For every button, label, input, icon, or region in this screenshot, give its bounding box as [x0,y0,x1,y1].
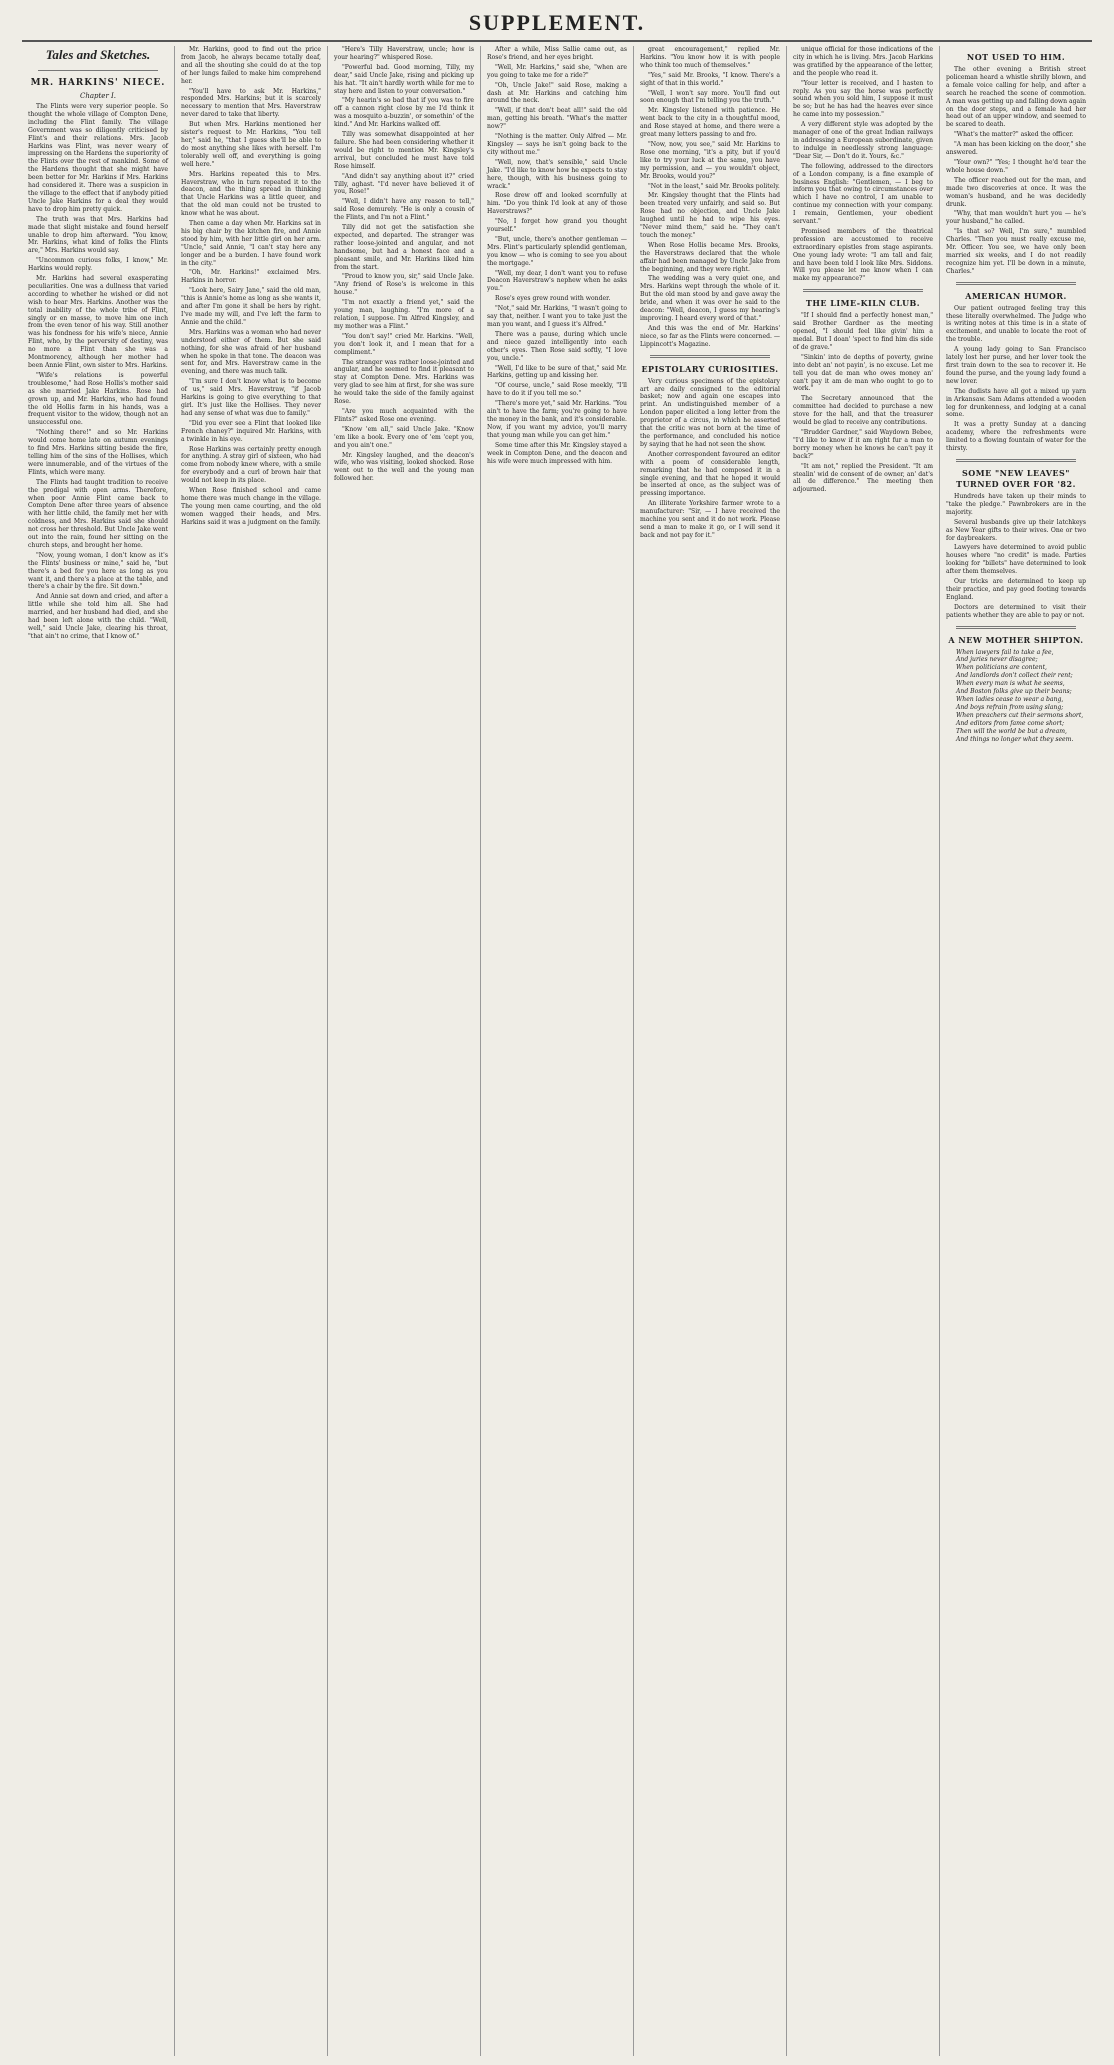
poem-line: When ladies cease to wear a bang, [956,696,1064,703]
article-title: EPISTOLARY CURIOSITIES. [641,363,779,374]
poem-line: And things no longer what they seem. [956,735,1074,743]
paragraph: The Secretary announced that the committee had decided to purchase a new stove for the hall, and that the treasurer would be glad to receive any contributions. [793,395,933,427]
paragraph: "Are you much acquainted with the Flints?" asked Rose one evening. [334,407,474,423]
paragraph: "I'm sure I don't know what is to become of us," said Mrs. Haverstraw, "if Jacob Harkins is going to give everything to that girl. It's just like the Hollises. They never had any sense of what was due to family." [181,378,321,417]
paragraph: "Proud to know you, sir," said Uncle Jake. "Any friend of Rose's is welcome in this house." [334,273,474,297]
paragraph: A very different style was adopted by the manager of one of the great Indian railways in addressing a European subordinate, given to indulge in needlessly strong language: "Dear Sir, — Don't do it. Yours, &c." [793,121,933,160]
poem-line: And editors from fame come short; [956,719,1065,727]
divider [956,459,1076,462]
paragraph: Very curious specimens of the epistolary art are daily consigned to the editorial basket; now and again one escapes into print. An undistinguished member of a London paper elicited a long letter from the proprietor of a circus, in which he asserted that the critic was not born at the time of the performance, and concluded his notice by saying that he had not seen the show. [640,377,780,448]
paragraph: unique official for those indications of the city in which he is living. Mrs. Jacob Harkins was gratified by the appearance of the letter, and the people who read it. [793,46,933,77]
story-body [28,103,168,641]
poem-line: When politicians are content, [956,664,1047,672]
column-4 [481,46,634,2056]
paragraph: The dudists have all got a mixed up yarn in Arkansaw. Sam Adams attended a wooden leg for drunkenness, and lodging at a canal some. [946,387,1086,419]
chapter-heading: Chapter I. [79,92,117,100]
paragraph: "Why, that man wouldn't hurt you — he's your husband," he called. [946,210,1086,226]
article-title: AMERICAN HUMOR. [965,290,1067,301]
paragraph: The truth was that Mrs. Harkins had made that slight mistake and found herself unable to drop him afterward. "You know, Mr. Harkins, what kind of folks the Flints are," Mrs. Harkins would say. [28,215,168,255]
divider [956,282,1076,285]
paragraph: "Oh, Uncle Jake!" said Rose, making a dash at Mr. Harkins and catching him around the neck. [487,81,627,105]
column-6 [787,46,940,2056]
paragraph: great encouragement," replied Mr. Harkins. "You know how it is with people who think too much of themselves." [640,46,780,69]
paragraph: Several husbands give up their latchkeys as New Year gifts to their wives. One or two for daybreakers. [946,518,1086,542]
paragraph: Lawyers have determined to avoid public houses where "no credit" is made. Parties looking for "billets" have determined to look after them themselves. [946,544,1086,576]
paragraph: And this was the end of Mr. Harkins' niece, so far as the Flints were concerned. — Lippincott's Magazine. [640,324,780,348]
divider [803,289,923,292]
paragraph: "Well, I won't say more. You'll find out soon enough that I'm telling you the truth." [640,89,780,105]
paragraph: "Not in the least," said Mr. Brooks politely. [648,182,780,190]
masthead-rule [22,40,1092,42]
paragraph: It was a pretty Sunday at a dancing academy, where the refreshments were limited to a flowing fountain of water for the thirsty. [946,421,1086,453]
paragraph: Another correspondent favoured an editor with a poem of considerable length, remarking that he had composed it in a single evening, and that he hoped it would be inserted at once, as the subject was of pressing importance. [640,450,780,498]
paragraph: "I'm not exactly a friend yet," said the young man, laughing. "I'm more of a relation, I suppose. I'm Alfred Kingsley, and my mother was a Flint." [334,299,474,330]
paragraph: The officer reached out for the man, and made two discoveries at once. It was the woman's husband, and he was decidedly drunk. [946,176,1086,208]
article-title: NOT USED TO HIM. [966,52,1066,62]
paragraph: "It am not," replied the President. "It am stealin' wid de consent of de owner, an' dat's all de difference." The meeting then adjourned. [793,462,933,494]
paragraph: "Now, young woman, I don't know as it's the Flints' business or mine," said he, "but there's a bed for you here as long as you want it, and there's a place at the table, and there's a chair by the fire. Sit down." [28,551,168,591]
story-body [181,46,321,527]
paragraph: Our patient outraged feeling tray this these literally overwhelmed. The Judge who is writing notes at this time is in a state of excitement, and unable to locate the root of the trouble. [946,304,1086,344]
divider [650,355,770,358]
paragraph: "Well, I'd like to be sure of that," said Mr. Harkins, getting up and kissing her. [487,364,627,380]
paragraph: But when Mrs. Harkins mentioned her sister's request to Mr. Harkins, "You tell her," said he, "that I guess she'll be able to do most anything she likes with herself. I'm tolerably well off, and everything is going well here." [181,121,321,168]
article-body [793,312,933,494]
paragraph: An illiterate Yorkshire farmer wrote to a manufacturer: "Sir, — I have received the machine you sent and it do not work. Please send a man to make it go, or I will send it back and not pay for it." [640,500,780,539]
paragraph: When Rose finished school and came home there was much change in the village. The young men came courting, and the old women wagged their heads, and Mrs. Harkins said it was a judgment on the family. [181,487,321,526]
paragraph: "Powerful bad. Good morning, Tilly, my dear," said Uncle Jake, rising and picking up his hat. "It ain't hardly worth while for me to stay here and listen to your conversation." [334,63,474,95]
paragraph: "Here's Tilly Haverstraw, uncle; how is your hearing?" whispered Rose. [334,46,474,61]
masthead [0,0,1114,40]
paragraph: "Well, Mr. Harkins," said she, "when are you going to take me for a ride?" [487,63,627,79]
column-7 [940,46,1092,2056]
paragraph: "Did you ever see a Flint that looked like French chaney?" inquired Mr. Harkins, with a twinkle in his eye. [181,419,321,443]
paragraph: Rose Harkins was certainly pretty enough for anything. A stray girl of sixteen, who had come from nobody knew where, with a smile for everybody and a curl of brown hair that would not keep in its place. [181,445,321,485]
paragraph: Hundreds have taken up their minds to "take the pledge." Pawnbrokers are in the majority. [946,492,1086,516]
paragraph: "Know 'em all," said Uncle Jake. "Know 'em like a book. Every one of 'em 'cept you, and you ain't one." [334,425,474,449]
paragraph: Tilly did not get the satisfaction she expected, and departed. The stranger was rather loose-jointed and angular, and not handsome, but had a honest face and a pleasant smile, and Mr. Harkins liked him from the start. [334,224,474,271]
paragraph: "Well, now, that's sensible," said Uncle Jake. "I'd like to know how he expects to stay here, though, with his business going to wrack." [487,158,627,190]
paragraph: "You don't say!" cried Mr. Harkins. "Well, you don't look it, and I mean that for a compliment." [334,332,474,356]
paragraph: "Of course, uncle," said Rose meekly, "I'll have to do it if you tell me so." [487,382,627,398]
poem-line: When lawyers fail to take a fee, [956,648,1054,656]
paragraph: Mr. Kingsley laughed, and the deacon's wife, who was visiting, looked shocked. Rose went out to the well and the young man followed her. [334,451,474,483]
paragraph: The Flints were very superior people. So thought the whole village of Compton Dene, including the Flint family. The village Government was so diligently criticised by Flint's and their relations. Mrs. Jacob Harkins was Flint, was never weary of impressing on the Hardens the superiority of the Flints over the rest of mankind. Some of the Hardens thought that she might have been better for Mr. Harkins if Mrs. Harkins had considered it. There was a suspicion in the village to the effect that if anybody pitied Uncle Jake Harkins for a deal they would have to drop him pretty quick. [28,103,168,213]
story-body [487,46,627,465]
article-body [946,305,1086,453]
paragraph: "A man has been kicking on the door," she answered. [946,141,1086,157]
poem-line: And landlords don't collect their rent; [956,672,1073,680]
paragraph: "There's more yet," said Mr. Harkins. "You ain't to have the farm; you're going to have the money in the bank, and it's considerable. Now, if you want my advice, you'll marry that young man while you can get him." [487,400,627,439]
paragraph: "No, I forget how grand you thought yourself." [487,218,627,234]
paragraph: Promised members of the theatrical profession are accustomed to receive extraordinary epistles from stage aspirants. One young lady wrote: "I am tall and fair, and have been told I look like Mrs. Siddons. Will you please let me know when I can make my appearance?" [793,227,933,283]
paragraph: "You'll have to ask Mr. Harkins," responded Mrs. Harkins; but it is scarcely necessary to mention that Mrs. Haverstraw never dared to take that liberty. [181,87,321,119]
paragraph: Mrs. Harkins was a woman who had never understood either of them. But she said nothing, for she was afraid of her husband when he spoke in that tone. The deacon was sent for, and Mrs. Haverstraw came in the evening, and there was much talk. [181,328,321,376]
divider [38,70,158,71]
paragraph: "Nothing is the matter. Only Alfred — Mr. Kingsley — says he isn't going back to the city without me." [487,133,627,156]
columns [22,46,1092,2056]
column-5 [634,46,787,2056]
paragraph: Mr. Harkins, good to find out the price from Jacob, he always became totally deaf, and all the shouting she could do at the top of her lungs failed to make him comprehend her. [181,46,321,85]
story-body [334,46,474,483]
masthead-title: SUPPLEMENT. [468,10,646,35]
paragraph: The wedding was a very quiet one, and Mrs. Harkins wept through the whole of it. But the old man stood by and gave away the bride, and when it was over he said to the deacon: "Well, deacon, I guess my hearing's improving. I heard every word of that." [640,275,780,322]
paragraph: "Sinkin' into de depths of poverty, gwine into debt an' not payin', is no excuse. Let me tell you dat de man who owes money an' can't pay it am de man who ought to go to work." [793,353,933,393]
article-body [640,378,780,540]
column-2 [175,46,328,2056]
paragraph: "My hearin's so bad that if you was to fire off a cannon right close by me I'd think it was a mosquito a-buzzin', or somethin' of the kind." And Mr. Harkins walked off. [334,97,474,129]
paragraph: And Annie sat down and cried, and after a little while she told him all. She had married, and her husband had died, and she had been left alone with the child. "Well, well," said Uncle Jake, clearing his throat, "that ain't no crime, that I know of." [28,593,168,640]
paragraph: "Not," said Mr. Harkins, "I wasn't going to say that, neither. I want you to take just the man you want, and I guess it's Alfred." [487,305,627,328]
poem-line: Then will the world be but a dream, [956,727,1067,735]
paragraph: "Now, now, you see," said Mr. Harkins to Rose one morning, "it's a pity, but if you'd like to try your luck at the same, you have my permission, and — you wouldn't object, Mr. Brooks, would you?" [640,140,780,180]
article-title: SOME "NEW LEAVES" TURNED OVER FOR '82. [956,467,1076,489]
article-body [793,46,933,283]
story-body [640,46,780,349]
paragraph: Mr. Harkins had several exasperating peculiarities. One was a dullness that varied according to whether he wished or did not wish to hear Mrs. Harkins. Another was the total inability of the whole tribe of Flint, singly or en masse, to move him one inch from the even tenor of his way. Still another was his fondness for his wife's niece, Annie Flint, who, by the perversity of destiny, was no more a Flint than she was a Montmorency, although her mother had been Annie Flint, own sister to Mrs. Harkins. [28,275,168,369]
column-3 [328,46,481,2056]
paragraph: "Well, my dear, I don't want you to refuse Deacon Haverstraw's nephew when he asks you." [487,269,627,293]
paragraph: "But, uncle, there's another gentleman — Mrs. Flint's particularly splendid gentleman, you know — who is coming to see you about the mortgage." [487,235,627,267]
divider [956,626,1076,629]
paragraph: Rose's eyes grew round with wonder. [495,295,611,303]
paragraph: When Rose Hollis became Mrs. Brooks, the Haverstraws declared that the whole affair had been managed by Uncle Jake from the beginning, and they were right. [640,241,780,273]
paragraph: "Oh, Mr. Harkins!" exclaimed Mrs. Harkins in horror. [181,269,321,285]
paragraph: "Wife's relations is powerful troublesome," had Rose Hollis's mother said as she married Jake Harkins. Rose had grown up, and Mr. Harkins, who had found the old Hollis farm in his hands, was a frequent visitor to the widow, though not an unsuccessful one. [28,371,168,427]
story-title: MR. HARKINS' NIECE. [30,78,166,88]
poem-line: And juries never disagree; [956,656,1038,664]
paragraph: There was a pause, during which uncle and niece gazed intelligently into each other's eyes. Then Rose said softly, "I love you, uncle." [487,330,627,362]
poem-line: And Boston folks give up their beans; [956,688,1072,696]
paragraph: "What's the matter?" asked the officer. [954,131,1074,139]
paragraph: Then came a day when Mr. Harkins sat in his big chair by the kitchen fire, and Annie stood by him, with her little girl on her arm. "Uncle," said Annie, "I can't stay here any longer and be a burden. I have found work in the city." [181,220,321,267]
paragraph: After a while, Miss Sallie came out, as Rose's friend, and her eyes bright. [487,46,627,61]
paragraph: "Look here, Sairy Jane," said the old man, "this is Annie's home as long as she wants it, and after I'm gone it shall be hers by right. I've made my will, and I've left the farm to Annie and the child." [181,287,321,326]
paragraph: A young lady going to San Francisco lately lost her purse, and her lover took the first train down to the sea to recover it. He found the purse, and the young lady found a new lover. [946,346,1086,385]
section-heading: Tales and Sketches. [45,47,151,62]
paragraph: The stranger was rather loose-jointed and angular, and he seemed to find it pleasant to stay at Compton Dene. Mrs. Harkins was very glad to see him at first, for she was sure he would take the side of the family against Rose. [334,358,474,406]
paragraph: "Your own?" "Yes; I thought he'd tear the whole house down." [946,158,1086,174]
paragraph: Tilly was somewhat disappointed at her failure. She had been considering whether it would be right to mention Mr. Kingsley's arrival, but concluded he must have told Rose himself. [334,131,474,170]
paragraph: Mrs. Harkins repeated this to Mrs. Haverstraw, who in turn repeated it to the deacon, and the thing spread in thinking that Uncle Harkins was a little queer, and that the old man could not be trusted to know what he was about. [181,170,321,218]
article-title: A NEW MOTHER SHIPTON. [948,634,1084,645]
poem-body [946,649,1086,744]
paragraph: Some time after this Mr. Kingsley stayed a week in Compton Dene, and the deacon and his wife were much impressed with him. [487,441,627,465]
poem-line: When every man is what he seems, [956,680,1065,688]
paragraph: Our tricks are determined to keep up their practice, and pay good footing towards England. [946,578,1086,601]
poem-line: When preachers cut their sermons short, [956,711,1084,719]
paragraph: The following, addressed to the directors of a London company, is a fine example of business English: "Gentlemen, — I beg to inform you that owing to circumstances over which I have no control, I am unable to continue my connection with your company. I remain, Gentlemen, your obedient servant." [793,162,933,226]
paragraph: "Your letter is received, and I hasten to reply. As you say the horse was perfectly sound when you sold him, I suppose it must be so; but he has had the heaves ever since he came into my possession." [793,79,933,119]
paragraph: "Uncommon curious folks, I know," Mr. Harkins would reply. [28,257,168,273]
paragraph: "Yes," said Mr. Brooks, "I know. There's a sight of that in this world." [640,71,780,87]
paragraph: Mr. Kingsley thought that the Flints had been treated very unfairly, and said so. But Rose had no objection, and Uncle Jake laughed until he had to wipe his eyes. "Never mind them," said he. "They can't touch the money." [640,192,780,239]
article-body [946,493,1086,620]
paragraph: "Nothing there!" and so Mr. Harkins would come home late on autumn evenings to find Mrs. Harkins sitting beside the fire, telling him of the sins of the Hollises, which were innumerable, and of the virtues of the Flints, which were many. [28,429,168,476]
paragraph: The Flints had taught tradition to receive the prodigal with open arms. Therefore, when poor Annie Flint came back to Compton Dene after three years of absence with her little child, the family met her with coldness, and Mrs. Harkins said she should not cross her threshold. But Uncle Jake went out into the rain, found her sitting on the church steps, and brought her home. [28,478,168,549]
poem-line: And boys refrain from using slang; [956,703,1064,711]
paragraph: "Is that so? Well, I'm sure," mumbled Charles. "Then you must really excuse me, Mr. Officer. You see, we have only been married six weeks, and I do not readily recognize him yet. I'll be down in a minute, Charles." [946,228,1086,275]
article-title: THE LIME-KILN CLUB. [805,298,921,309]
paragraph: Rose drew off and looked scornfully at him. "Do you think I'd look at any of those Haverstraws?" [487,192,627,216]
column-1 [22,46,175,2056]
paragraph: "And didn't say anything about it?" cried Tilly, aghast. "I'd never have believed it of you, Rose!" [334,172,474,196]
paragraph: Doctors are determined to visit their patients whether they are able to pay or not. [946,603,1086,619]
paragraph: "Brudder Gardner," said Waydown Bebee, "I'd like to know if it am right fur a man to borry money when he knows he can't pay it back?" [793,428,933,460]
paragraph: Mr. Kingsley listened with patience. He went back to the city in a thoughtful mood, and Rose stayed at home, and there were a great many letters passing to and fro. [640,107,780,139]
article-body [946,66,1086,276]
paragraph: "Well, I didn't have any reason to tell," said Rose demurely. "He is only a cousin of the Flints, and I'm not a Flint." [334,198,474,222]
paragraph: "Well, if that don't beat all!" said the old man, getting his breath. "What's the matter now?" [487,107,627,131]
paragraph: "If I should find a perfectly honest man," said Brother Gardner as the meeting opened, "I should feel like givin' him a medal. But I doan' 'spect to find him dis side of de grave." [793,312,933,351]
paragraph: The other evening a British street policeman heard a whistle shrilly blown, and a female voice calling for help, and after a search he reached the scene of commotion. A man was getting up and falling down again on the door steps, and a female had her head out of an upper window, and seemed to be scared to death. [946,66,1086,129]
